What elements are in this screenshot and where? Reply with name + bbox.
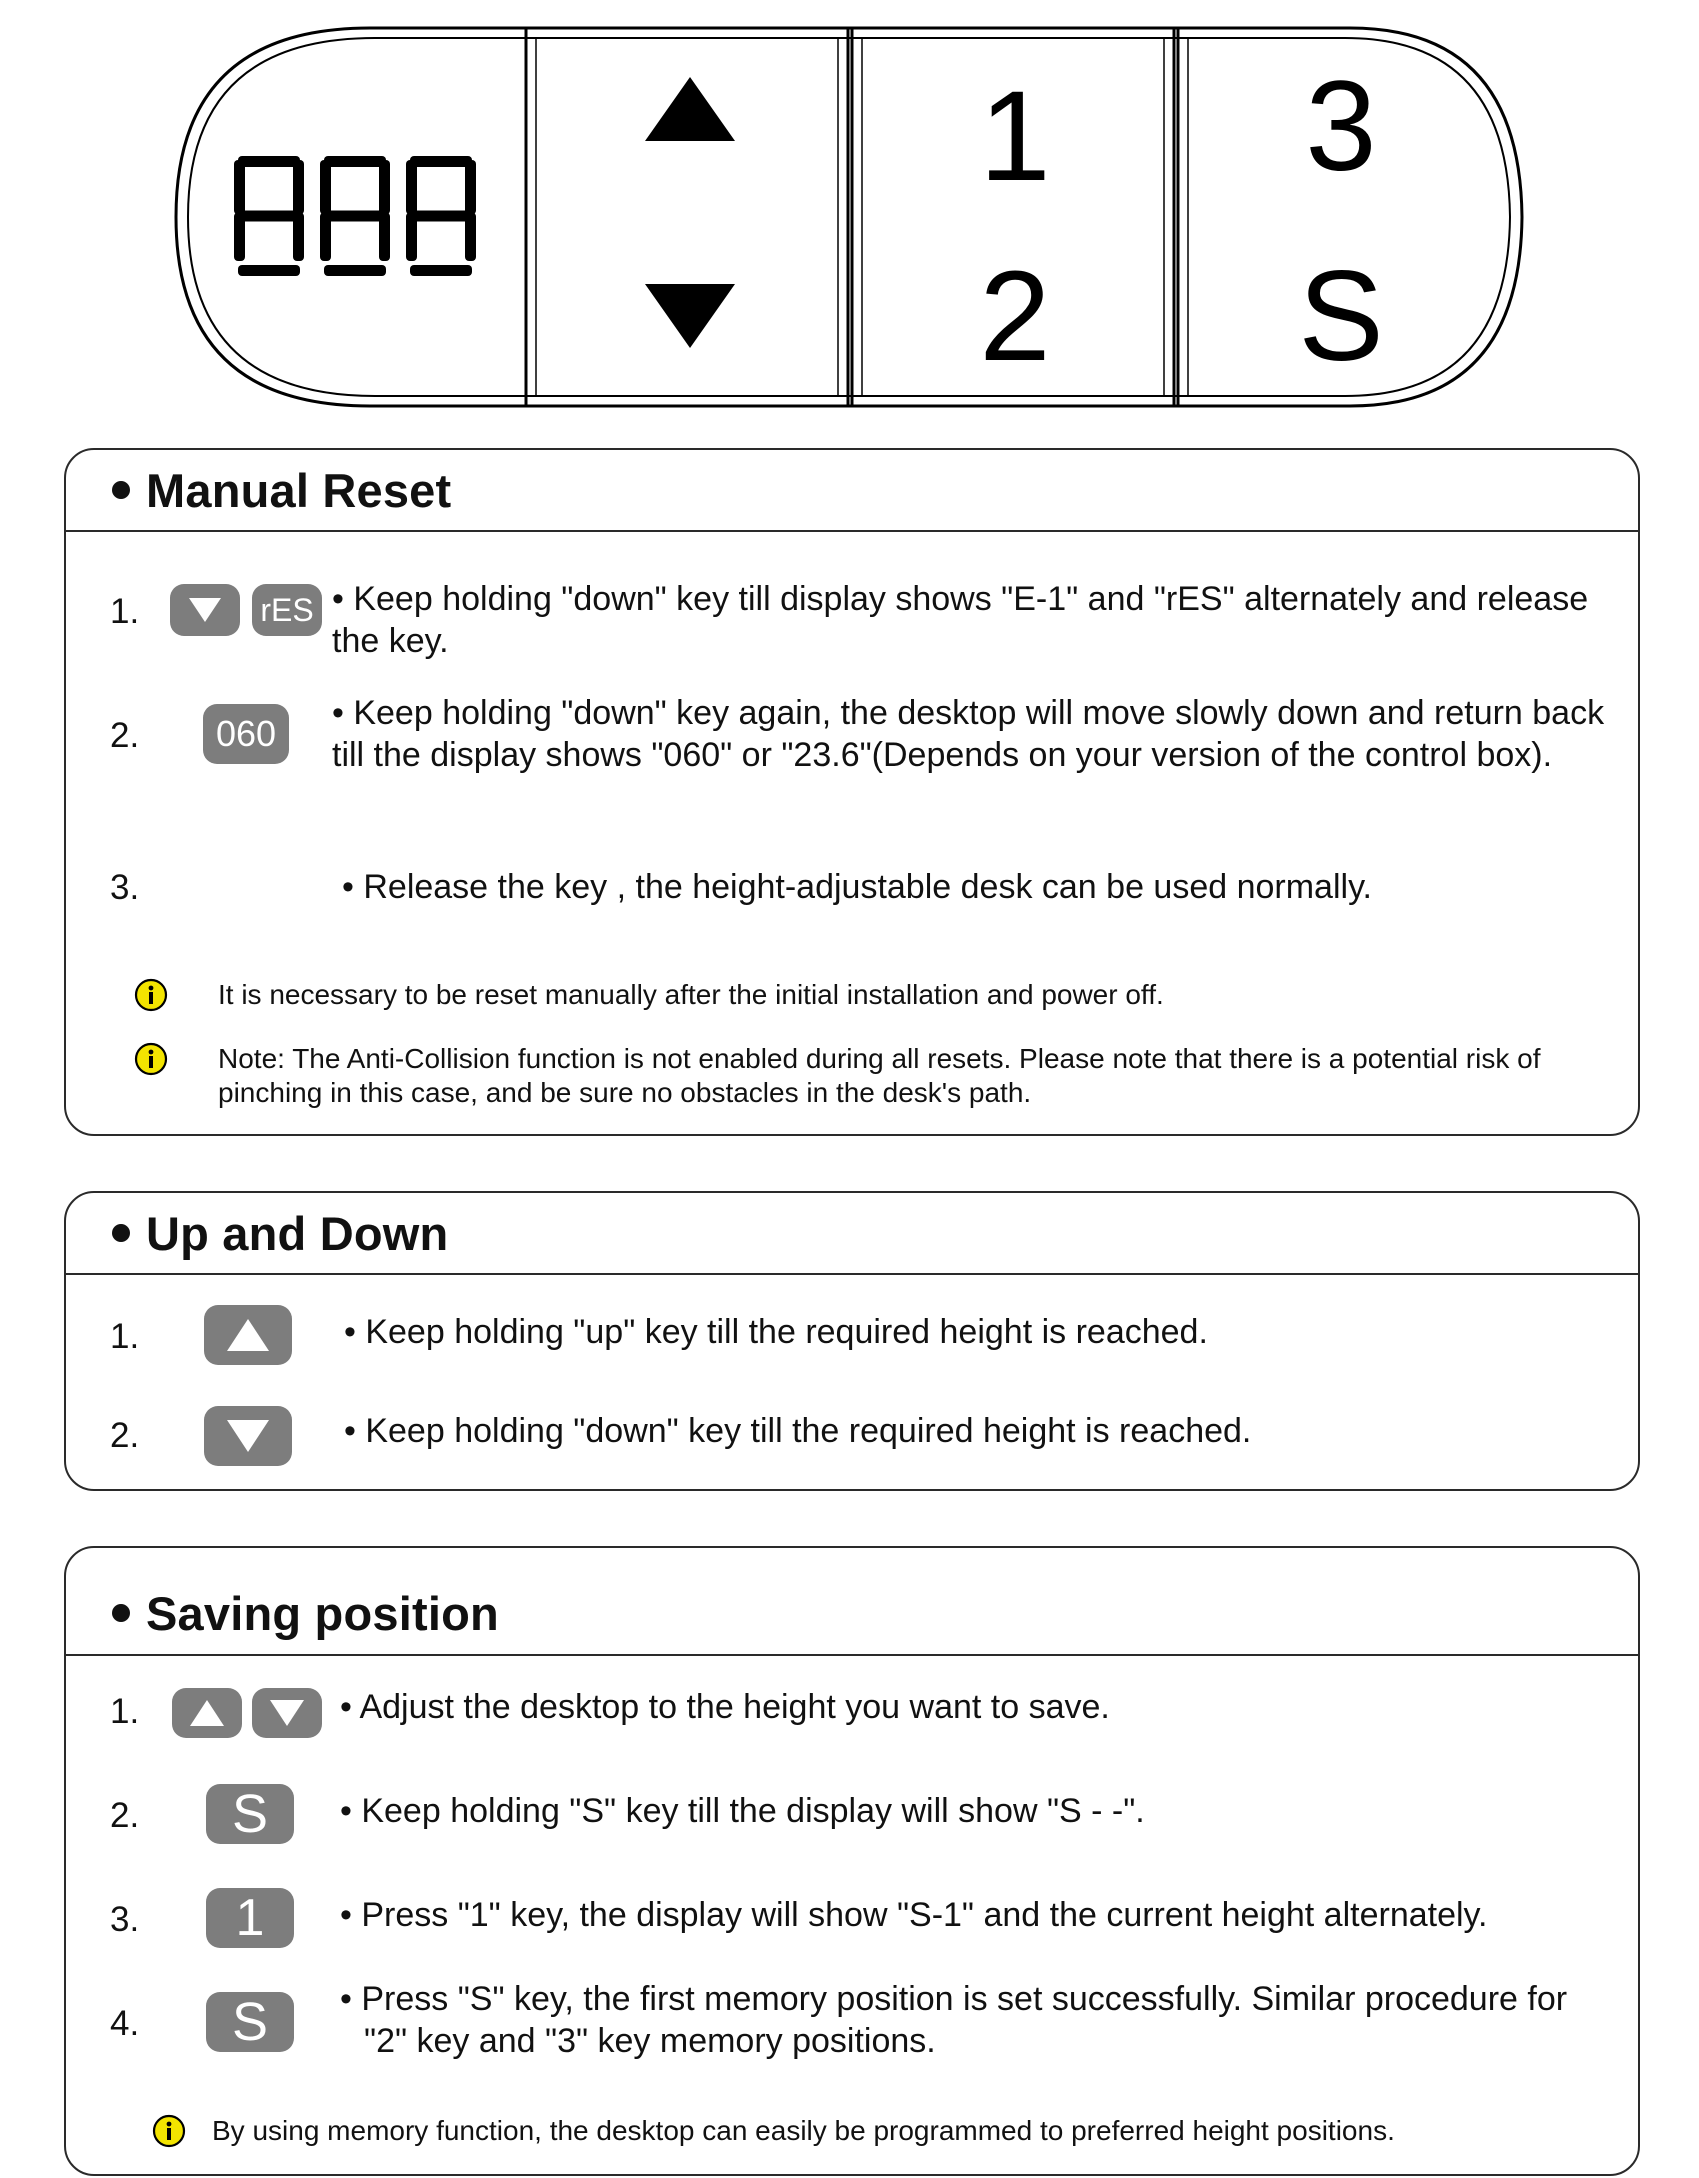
panel-up-arrow-icon[interactable]	[645, 77, 735, 141]
info-icon	[134, 1042, 168, 1076]
step-text: • Press "S" key, the first memory position is set successfully. Similar procedure for "2" key and "3" key memory positions.	[340, 1980, 1568, 2060]
down-key-icon	[252, 1688, 322, 1738]
section-title: Manual Reset	[146, 463, 452, 517]
note-text: Note: The Anti-Collision function is not enabled during all resets. Please note that there is a potential risk of pinching in this case, and be sure no obstacles in the desk's path.	[218, 1043, 1541, 1108]
panel-key-3[interactable]: 3	[1305, 55, 1377, 198]
section-title: Saving position	[146, 1586, 499, 1640]
step-text: • Press "1" key, the display will show "S-1" and the current height alternately.	[340, 1896, 1488, 1934]
step-text: • Adjust the desktop to the height you want to save.	[340, 1688, 1110, 1726]
display-060-badge: 060	[203, 704, 289, 764]
up-and-down-section	[64, 1191, 1640, 1491]
bullet-icon	[112, 481, 130, 499]
up-key-icon	[204, 1305, 292, 1365]
saving-position-section	[64, 1546, 1640, 2176]
section-header	[66, 1548, 1638, 1656]
step-number: 3.	[110, 1900, 140, 1939]
step-number: 2.	[110, 716, 140, 755]
key-1-badge: 1	[206, 1888, 294, 1948]
note-text: By using memory function, the desktop can easily be programmed to preferred height positions.	[212, 2115, 1395, 2146]
step-text: • Keep holding "up" key till the required height is reached.	[344, 1313, 1208, 1351]
s-key-badge: S	[206, 1784, 294, 1844]
step-number: 1.	[110, 1317, 140, 1356]
seven-segment-display	[230, 152, 490, 282]
step-number: 1.	[110, 1692, 140, 1731]
section-title: Up and Down	[146, 1206, 449, 1260]
panel-down-arrow-icon[interactable]	[645, 284, 735, 348]
section-header	[66, 1193, 1638, 1275]
info-icon	[134, 978, 168, 1012]
display-res-badge: rES	[252, 584, 322, 636]
step-number: 3.	[110, 868, 140, 907]
step-number: 1.	[110, 592, 140, 631]
step-text: • Keep holding "S" key till the display will show "S - -".	[340, 1792, 1145, 1830]
step-text: • Keep holding "down" key again, the desktop will move slowly down and return back till the display shows "060" or "23.6"(Depends on your version of the control box).	[332, 694, 1605, 774]
manual-reset-section	[64, 448, 1640, 1136]
step-text: • Release the key , the height-adjustable desk can be used normally.	[342, 868, 1372, 906]
down-key-icon	[204, 1406, 292, 1466]
down-key-icon	[170, 584, 240, 636]
panel-key-1[interactable]: 1	[979, 65, 1051, 208]
step-number: 2.	[110, 1416, 140, 1455]
panel-key-s[interactable]: S	[1298, 245, 1384, 388]
step-number: 4.	[110, 2004, 140, 2043]
bullet-icon	[112, 1604, 130, 1622]
s-key-badge: S	[206, 1992, 294, 2052]
up-key-icon	[172, 1688, 242, 1738]
note-text: It is necessary to be reset manually after the initial installation and power off.	[218, 979, 1164, 1010]
step-text: • Keep holding "down" key till the required height is reached.	[344, 1412, 1252, 1450]
step-text: • Keep holding "down" key till display shows "E-1" and "rES" alternately and release the key.	[332, 580, 1589, 660]
step-number: 2.	[110, 1796, 140, 1835]
display-digit	[320, 156, 390, 276]
section-header	[66, 450, 1638, 532]
info-icon	[152, 2114, 186, 2148]
display-digit	[406, 156, 476, 276]
display-digit	[234, 156, 304, 276]
panel-key-2[interactable]: 2	[979, 245, 1051, 388]
bullet-icon	[112, 1224, 130, 1242]
control-panel-illustration	[170, 22, 1530, 412]
